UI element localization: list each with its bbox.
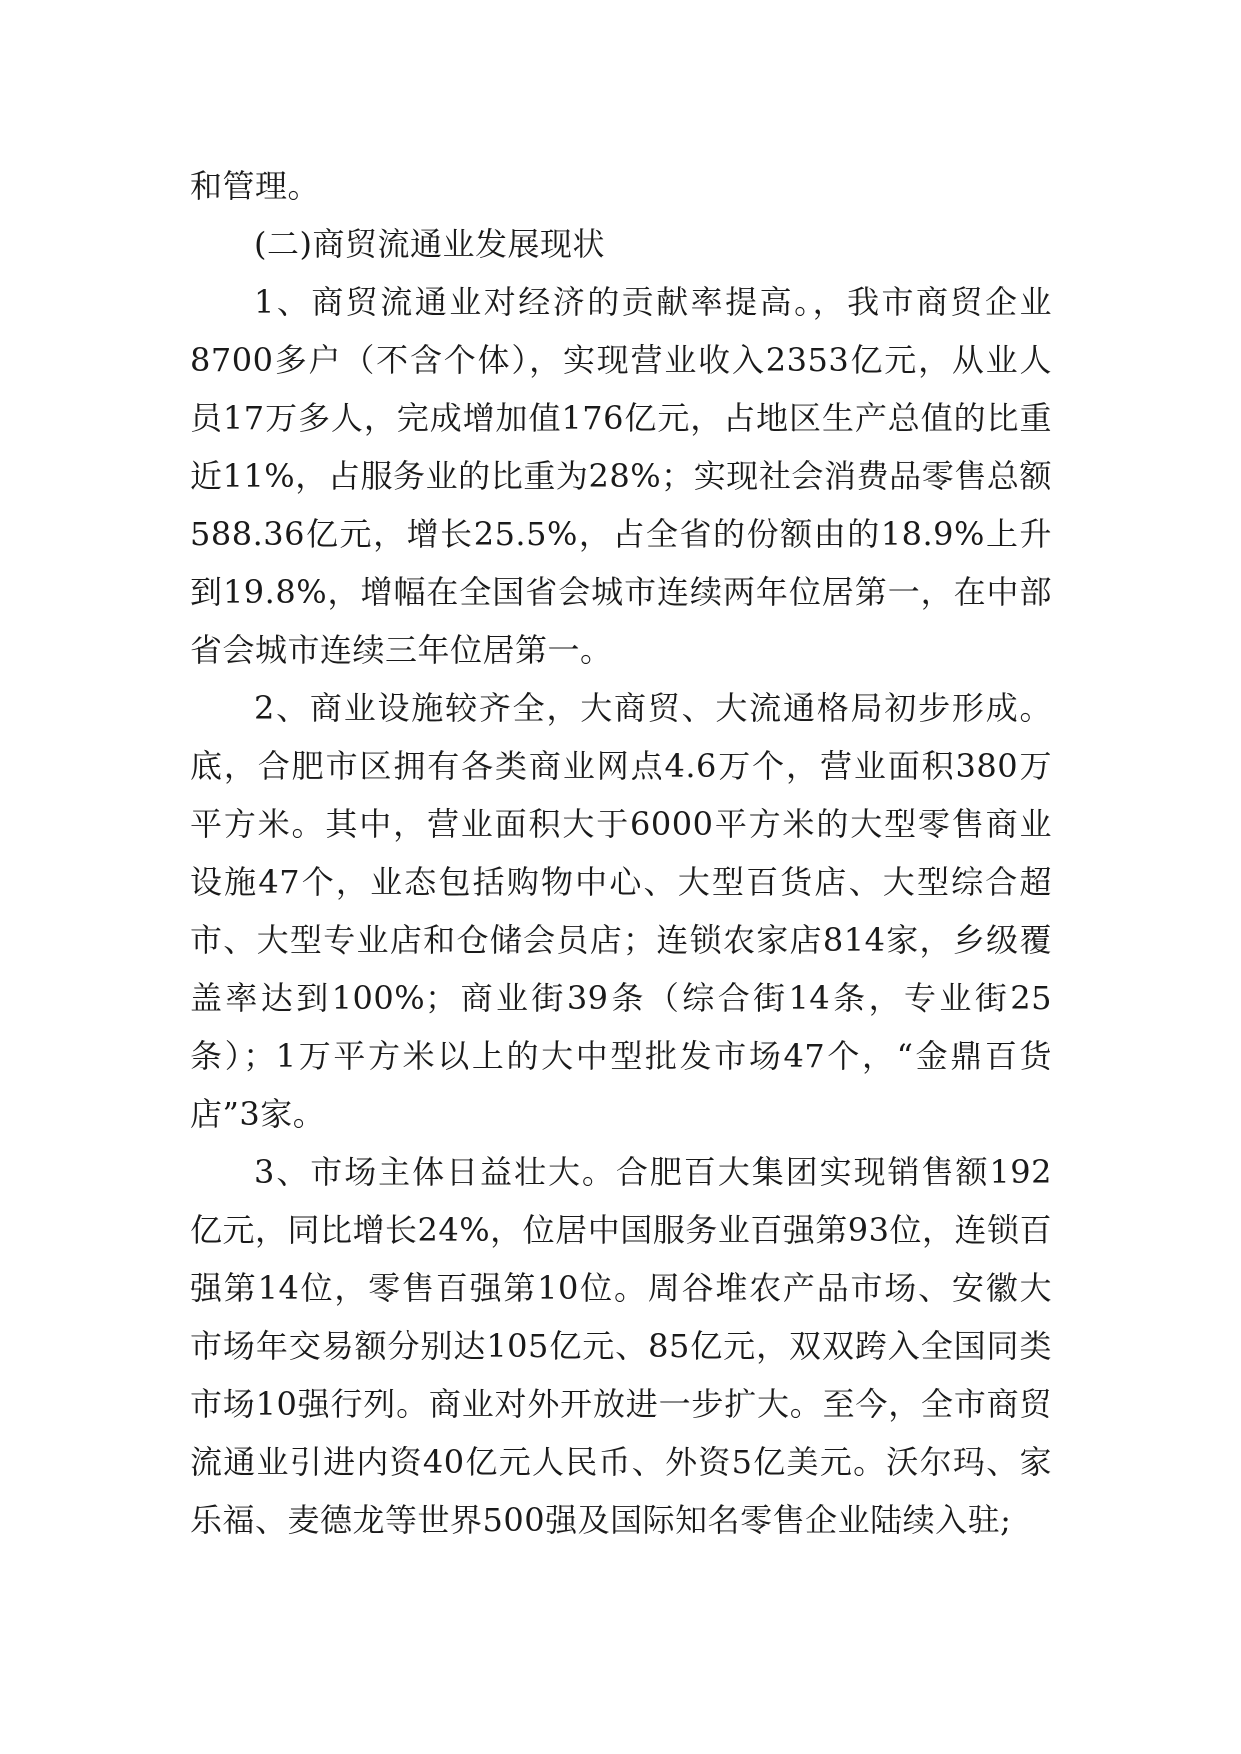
paragraph-1: 1、商贸流通业对经济的贡献率提高。，我市商贸企业8700多户（不含个体），实现营业收入2353亿元，从业人员17万多人，完成增加值176亿元，占地区生产总值的比重近11%，占服务业的比重为28%；实现社会消费品零售总额588.36亿元，增长25.5%，占全省的份额由的18.9%上升到19.8%，增幅在全国省会城市连续两年位居第一，在中部省会城市连续三年位居第一。 xyxy=(190,283,1052,669)
section-heading: (二)商贸流通业发展现状 xyxy=(254,225,605,263)
document-body xyxy=(190,157,1052,1549)
paragraph-2: 2、商业设施较齐全，大商贸、大流通格局初步形成。底，合肥市区拥有各类商业网点4.6万个，营业面积380万平方米。其中，营业面积大于6000平方米的大型零售商业设施47个，业态包括购物中心、大型百货店、大型综合超市、大型专业店和仓储会员店；连锁农家店814家，乡级覆盖率达到100%；商业街39条（综合街14条，专业街25条）；1万平方米以上的大中型批发市场47个，“金鼎百货店”3家。 xyxy=(190,689,1052,1133)
paragraph-3: 3、市场主体日益壮大。合肥百大集团实现销售额192亿元，同比增长24%，位居中国服务业百强第93位，连锁百强第14位，零售百强第10位。周谷堆农产品市场、安徽大市场年交易额分别达105亿元、85亿元，双双跨入全国同类市场10强行列。商业对外开放进一步扩大。至今，全市商贸流通业引进内资40亿元人民币、外资5亿美元。沃尔玛、家乐福、麦德龙等世界500强及国际知名零售企业陆续入驻; xyxy=(190,1153,1052,1539)
paragraph-continuation: 和管理。 xyxy=(190,167,321,205)
